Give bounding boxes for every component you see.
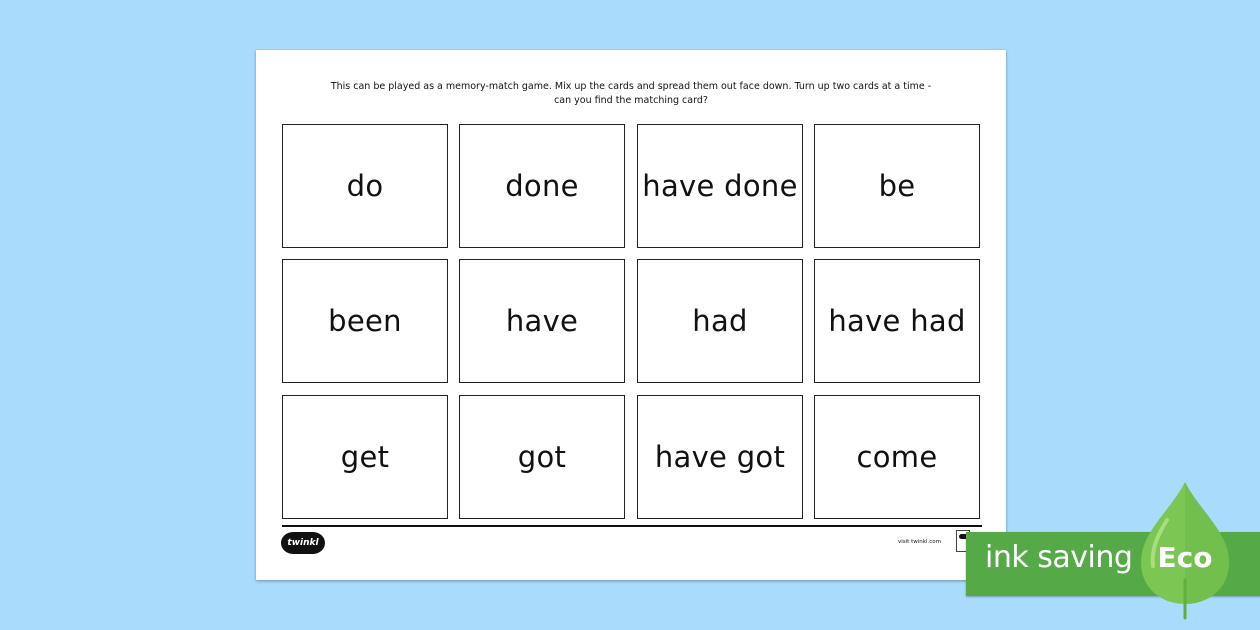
card-2 bbox=[459, 124, 625, 248]
card-5 bbox=[282, 259, 448, 383]
card-word: get bbox=[340, 440, 390, 474]
ink-saving-text: ink saving bbox=[985, 540, 1133, 575]
card-10 bbox=[459, 395, 625, 519]
card-9 bbox=[282, 395, 448, 519]
card-word: been bbox=[328, 304, 402, 338]
card-word: be bbox=[878, 169, 916, 203]
card-word: have got bbox=[654, 440, 786, 474]
logo-text: twinkl bbox=[287, 538, 319, 548]
card-word: come bbox=[856, 440, 938, 474]
card-word: do bbox=[346, 169, 384, 203]
card-word: have had bbox=[828, 304, 966, 338]
worksheet-page bbox=[256, 50, 1006, 580]
visit-link[interactable]: visit twinkl.com bbox=[898, 539, 941, 545]
card-8 bbox=[814, 259, 980, 383]
twinkl-logo bbox=[281, 532, 325, 554]
card-word: have done bbox=[642, 169, 798, 203]
instructions-text bbox=[296, 80, 966, 108]
instructions-line-1: This can be played as a memory-match game. Mix up the cards and spread them out face down. Turn up two cards at a time - bbox=[330, 81, 932, 92]
card-word: done bbox=[505, 169, 579, 203]
card-4 bbox=[814, 124, 980, 248]
card-word: had bbox=[692, 304, 748, 338]
instructions-line-2: can you find the matching card? bbox=[554, 95, 708, 106]
card-word: have bbox=[505, 304, 579, 338]
card-12 bbox=[814, 395, 980, 519]
eco-label: Eco bbox=[1157, 541, 1213, 574]
card-6 bbox=[459, 259, 625, 383]
card-11 bbox=[637, 395, 803, 519]
card-1 bbox=[282, 124, 448, 248]
card-3 bbox=[637, 124, 803, 248]
card-word: got bbox=[517, 440, 567, 474]
footer-divider bbox=[282, 525, 982, 527]
card-7 bbox=[637, 259, 803, 383]
